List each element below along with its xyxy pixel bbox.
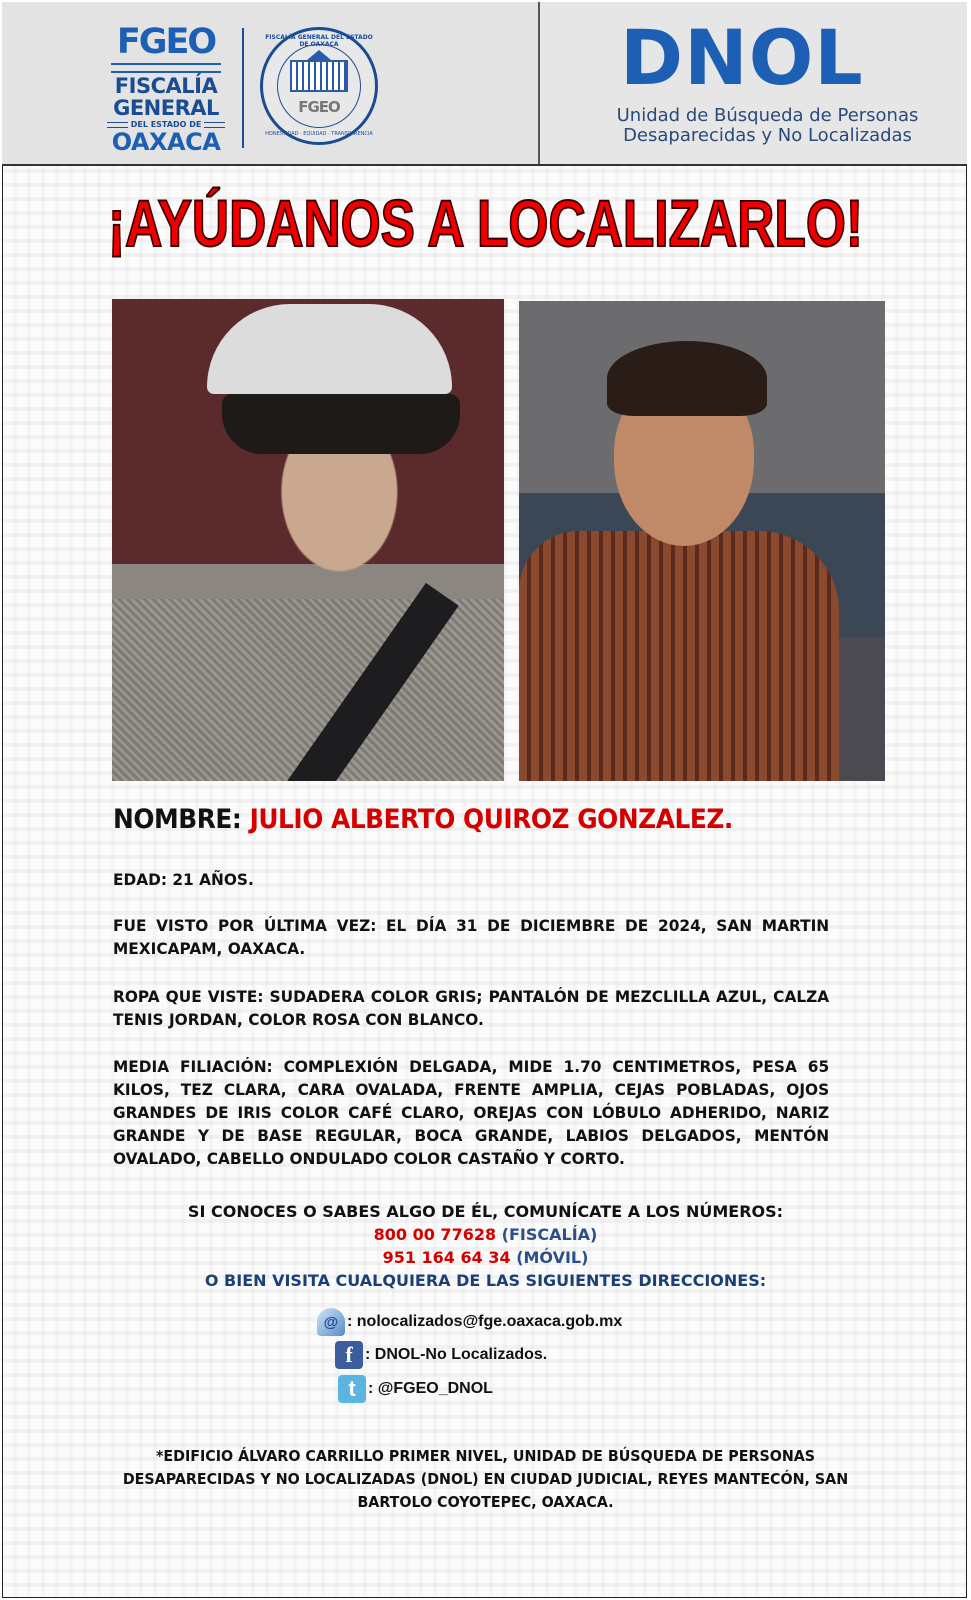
person-name: [113, 804, 799, 835]
contact-intro: SI CONOCES O SABES ALGO DE ÉL, COMUNÍCATE A LOS NÚMEROS:: [187, 1202, 784, 1221]
phone-movil: [0, 1246, 971, 1269]
twitter-icon: t: [338, 1375, 366, 1403]
building-icon: [290, 60, 348, 92]
fgeo-logo: [107, 22, 225, 156]
phone-number[interactable]: 951 164 64 34: [382, 1248, 511, 1267]
person-age: EDAD: 21 AÑOS.: [113, 870, 254, 889]
photo-sunglasses: [222, 394, 460, 454]
logo-vertical-divider: [242, 28, 244, 148]
logo-small-text: DEL ESTADO DE: [130, 120, 202, 129]
fgeo-mark: FGEO: [116, 22, 216, 62]
seal-bottom-text: HONESTIDAD · EQUIDAD · TRANSPARENCIA: [265, 131, 373, 137]
phone-tag: (MÓVIL): [516, 1248, 589, 1267]
photo-cap: [207, 304, 452, 394]
facebook-contact[interactable]: [335, 1341, 547, 1369]
header-fgeo-panel: [2, 2, 540, 164]
visit-directions: O BIEN VISITA CUALQUIERA DE LAS SIGUIENTES DIRECCIONES:: [204, 1271, 767, 1290]
header-dnol-panel: [540, 2, 967, 164]
building-roof-icon: [307, 50, 331, 60]
physical-description: MEDIA FILIACIÓN: COMPLEXIÓN DELGADA, MIDE 1.70 CENTIMETROS, PESA 65 KILOS, TEZ CLARA, CARA OVALADA, FRENTE AMPLIA, CEJAS POBLADAS, OJOS GRANDES DE IRIS COLOR CAFÉ CLARO, OREJAS CON LÓBULO ADHERIDO, NARIZ GRANDE Y DE BASE REGULAR, BOCA GRANDE, LABIOS DELGADOS, MENTÓN OVALADO, CABELLO ONDULADO COLOR CASTAÑO Y CORTO.: [113, 1057, 830, 1168]
dnol-logo: DNOL: [620, 13, 864, 102]
twitter-contact[interactable]: [338, 1375, 493, 1403]
seal-center-text: FGEO: [298, 98, 340, 116]
last-seen: FUE VISTO POR ÚLTIMA VEZ: EL DÍA 31 DE DICIEMBRE DE 2024, SAN MARTIN MEXICAPAM, OAXACA.: [113, 916, 830, 958]
dnol-subtitle-line1: Unidad de Búsqueda de Personas: [616, 105, 919, 126]
twitter-text[interactable]: : @FGEO_DNOL: [368, 1380, 493, 1397]
email-text[interactable]: : nolocalizados@fge.oaxaca.gob.mx: [347, 1313, 623, 1330]
seal-top-text: FISCALÍA GENERAL DEL ESTADO DE OAXACA: [265, 34, 373, 48]
logo-line-general: GENERAL: [113, 96, 219, 120]
email-icon: @: [317, 1308, 345, 1336]
dnol-subtitle: [600, 106, 935, 146]
phone-number[interactable]: 800 00 77628: [373, 1225, 497, 1244]
office-address: *EDIFICIO ÁLVARO CARRILLO PRIMER NIVEL, UNIDAD DE BÚSQUEDA DE PERSONAS DESAPARECIDAS Y NO LOCALIZADAS (DNOL) EN CIUDAD JUDICIAL, REYES MANTECÓN, SAN BARTOLO COYOTEPEC, OAXACA.: [122, 1447, 849, 1511]
logo-line-fiscalia: FISCALÍA: [114, 74, 218, 98]
dnol-subtitle-line2: Desaparecidas y No Localizadas: [623, 125, 912, 146]
facebook-text[interactable]: : DNOL-No Localizados.: [365, 1346, 548, 1363]
name-label: NOMBRE:: [113, 804, 242, 835]
logo-line-oaxaca: OAXACA: [111, 128, 221, 156]
phone-fiscalia: [0, 1223, 971, 1246]
photo-hair: [607, 341, 767, 416]
name-value: JULIO ALBERTO QUIROZ GONZALEZ.: [249, 804, 733, 835]
person-photo-2: [519, 301, 885, 781]
fgeo-seal-icon: [260, 27, 378, 145]
facebook-icon: f: [335, 1341, 363, 1369]
photo-shirt: [519, 531, 839, 781]
email-contact[interactable]: [317, 1308, 622, 1336]
clothing: ROPA QUE VISTE: SUDADERA COLOR GRIS; PANTALÓN DE MEZCLILLA AZUL, CALZA TENIS JORDAN, COLOR ROSA CON BLANCO.: [113, 987, 830, 1029]
phone-tag: (FISCALÍA): [501, 1225, 598, 1244]
headline: ¡AYÚDANOS A LOCALIZARLO!: [107, 186, 864, 260]
person-photo-1: [112, 299, 504, 781]
header: [2, 2, 967, 166]
logo-divider: [111, 63, 221, 73]
